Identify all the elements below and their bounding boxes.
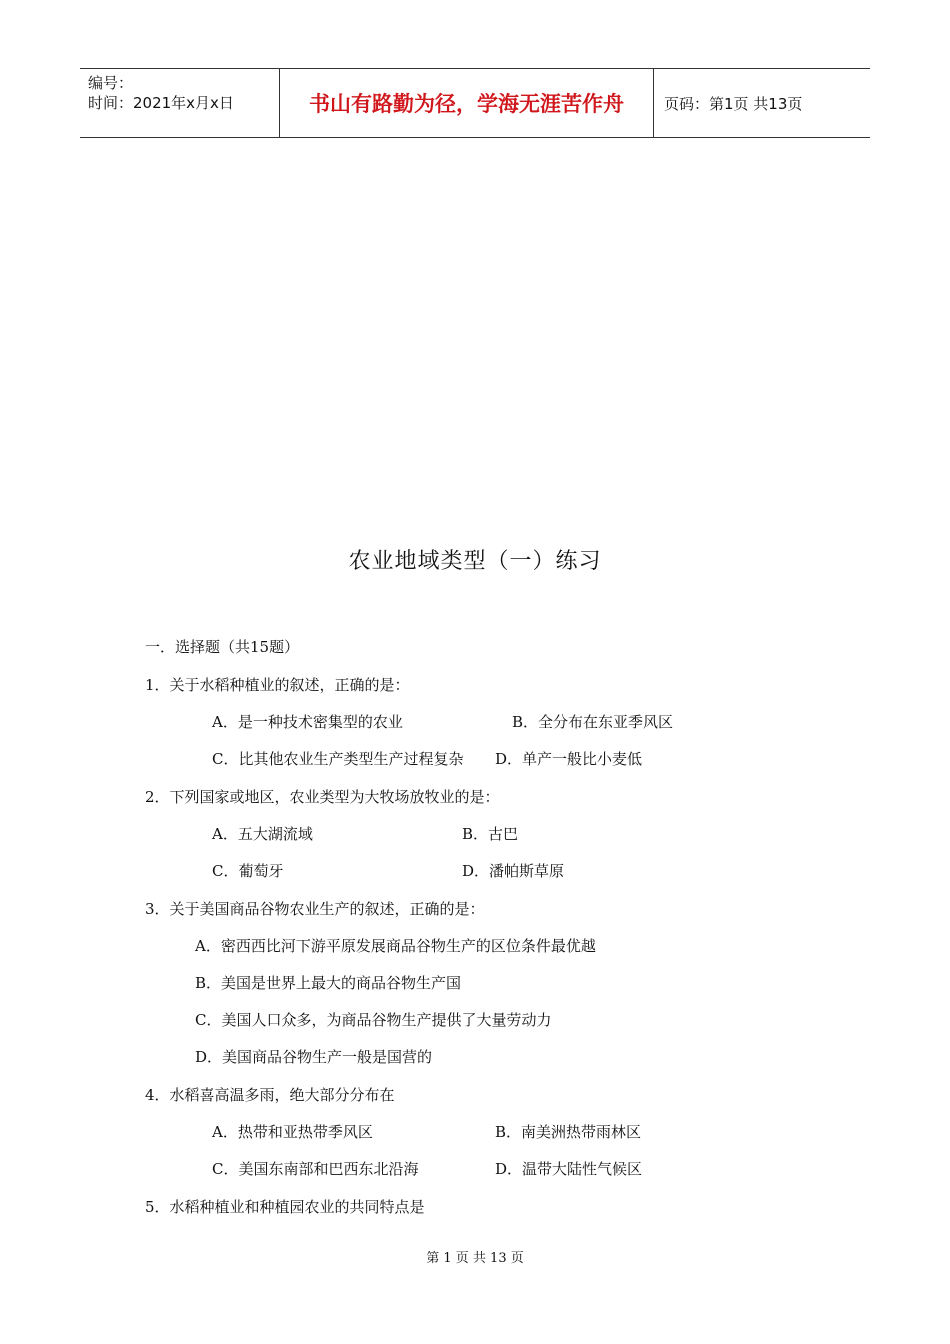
option-text: C．美国人口众多，为商品谷物生产提供了大量劳动力 bbox=[195, 1011, 552, 1029]
option-text: C．比其他农业生产类型生产过程复杂 bbox=[212, 750, 464, 768]
option-text: A．五大湖流域 bbox=[212, 825, 313, 843]
question-stem: 1．关于水稻种植业的叙述，正确的是： bbox=[145, 676, 410, 694]
question-stem: 5．水稻种植业和种植园农业的共同特点是 bbox=[145, 1198, 425, 1216]
page-footer: 第 1 页 共 13 页 bbox=[426, 1251, 524, 1266]
header-motto: 书山有路勤为径，学海无涯苦作舟 bbox=[280, 69, 654, 137]
question-stem: 3．关于美国商品谷物农业生产的叙述，正确的是： bbox=[145, 900, 485, 918]
option-text: A．热带和亚热带季风区 bbox=[212, 1123, 373, 1141]
question-stem: 4．水稻喜高温多雨，绝大部分分布在 bbox=[145, 1086, 395, 1104]
document-time-label: 时间：2021年x月x日 bbox=[88, 94, 234, 112]
document-number-label: 编号： bbox=[88, 74, 134, 92]
option-text: A．是一种技术密集型的农业 bbox=[212, 713, 403, 731]
option-text: D．温带大陆性气候区 bbox=[495, 1160, 643, 1178]
question-stem: 2．下列国家或地区，农业类型为大牧场放牧业的是： bbox=[145, 788, 500, 806]
option-text: C．美国东南部和巴西东北沿海 bbox=[212, 1160, 419, 1178]
option-text: A．密西西比河下游平原发展商品谷物生产的区位条件最优越 bbox=[195, 937, 596, 955]
option-text: B．美国是世界上最大的商品谷物生产国 bbox=[195, 974, 462, 992]
header-page-info: 页码：第1页 共13页 bbox=[664, 94, 803, 113]
section-heading: 一．选择题（共15题） bbox=[145, 638, 300, 656]
header-meta bbox=[80, 69, 280, 137]
option-text: B．古巴 bbox=[462, 825, 519, 843]
option-text: B．全分布在东亚季风区 bbox=[512, 713, 674, 731]
option-text: D．美国商品谷物生产一般是国营的 bbox=[195, 1048, 433, 1066]
option-text: D．单产一般比小麦低 bbox=[495, 750, 643, 768]
page-header bbox=[80, 68, 870, 138]
option-text: C．葡萄牙 bbox=[212, 862, 284, 880]
option-text: B．南美洲热带雨林区 bbox=[495, 1123, 642, 1141]
document-title: 农业地域类型（一）练习 bbox=[348, 549, 602, 574]
option-text: D．潘帕斯草原 bbox=[462, 862, 565, 880]
